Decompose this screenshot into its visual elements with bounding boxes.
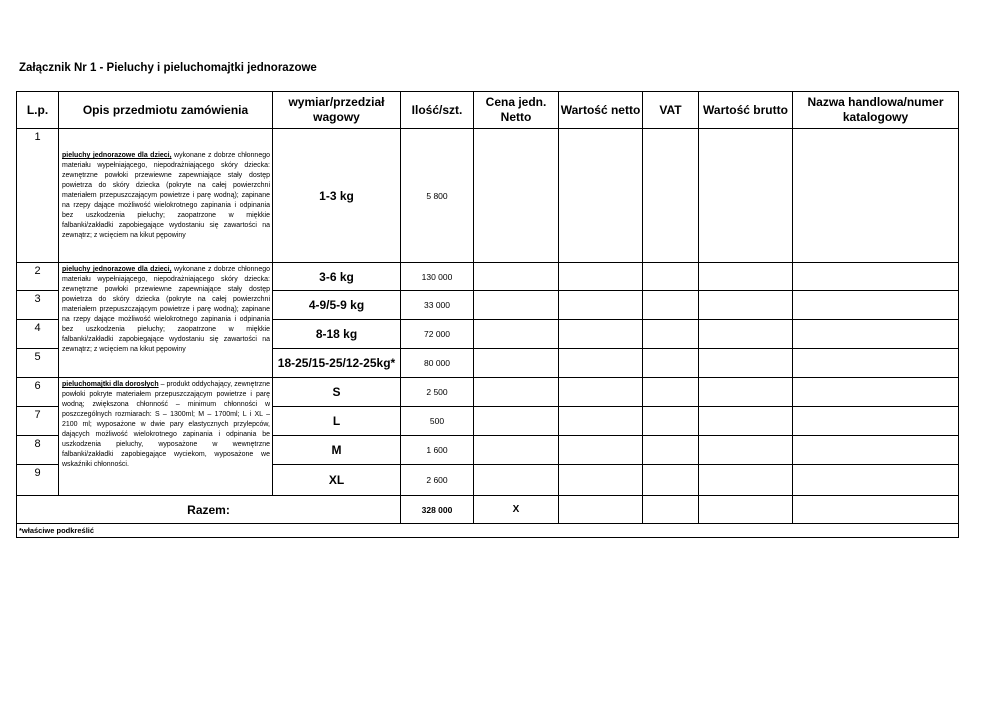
catalog-cell — [793, 129, 959, 263]
product-description: wykonane z dobrze chłonnego materiału wypełniającego, niepodrażniającego skóry dziecka: zewnętrzne powłoki przewiewne zapewniające stały dostęp powietrza do skóry dziecka (pokryte na całej powierzchni materiałem przepuszczającym powietrze i parę wodną); zapinane na rzepy dające możliwość wielokrotnego zapinania i odpinania bez uszkodzenia pieluchy; zaopatrzone w miękkie falbanki/zakładki zapobiegające wydostaniu się zawartości na zewnątrz; z wcięciem na kikut pępowiny — [62, 266, 270, 353]
description-cell — [59, 378, 273, 496]
net-cell — [559, 436, 643, 465]
gross-cell — [699, 129, 793, 263]
gross-cell — [699, 320, 793, 349]
total-vat — [643, 496, 699, 524]
price-cell — [474, 291, 559, 320]
size-cell: L — [273, 407, 401, 436]
size-cell: 4-9/5-9 kg — [273, 291, 401, 320]
header-wymiar: wymiar/przedział wagowy — [273, 92, 401, 129]
net-cell — [559, 320, 643, 349]
footnote: *właściwe podkreślić — [17, 524, 959, 538]
catalog-cell — [793, 263, 959, 291]
lp-cell: 5 — [17, 349, 59, 378]
gross-cell — [699, 465, 793, 496]
price-cell — [474, 349, 559, 378]
price-cell — [474, 129, 559, 263]
lp-cell: 3 — [17, 291, 59, 320]
footnote-row — [17, 524, 959, 538]
catalog-cell — [793, 436, 959, 465]
header-vat: VAT — [643, 92, 699, 129]
table-row — [17, 129, 959, 263]
catalog-cell — [793, 291, 959, 320]
header-brutto: Wartość brutto — [699, 92, 793, 129]
lp-cell: 1 — [17, 129, 59, 263]
price-cell — [474, 263, 559, 291]
net-cell — [559, 349, 643, 378]
gross-cell — [699, 263, 793, 291]
price-cell — [474, 320, 559, 349]
catalog-cell — [793, 349, 959, 378]
header-netto: Wartość netto — [559, 92, 643, 129]
total-gross — [699, 496, 793, 524]
size-cell: S — [273, 378, 401, 407]
lp-cell: 8 — [17, 436, 59, 465]
qty-cell: 1 600 — [401, 436, 474, 465]
catalog-cell — [793, 407, 959, 436]
qty-cell: 2 500 — [401, 378, 474, 407]
total-row — [17, 496, 959, 524]
header-nazwa: Nazwa handlowa/numer katalogowy — [793, 92, 959, 129]
header-opis: Opis przedmiotu zamówienia — [59, 92, 273, 129]
qty-cell: 2 600 — [401, 465, 474, 496]
description-cell — [59, 129, 273, 263]
vat-cell — [643, 320, 699, 349]
qty-cell: 130 000 — [401, 263, 474, 291]
size-cell: M — [273, 436, 401, 465]
price-cell — [474, 378, 559, 407]
net-cell — [559, 378, 643, 407]
net-cell — [559, 407, 643, 436]
gross-cell — [699, 349, 793, 378]
vat-cell — [643, 436, 699, 465]
vat-cell — [643, 378, 699, 407]
vat-cell — [643, 129, 699, 263]
lp-cell: 4 — [17, 320, 59, 349]
total-label: Razem: — [17, 496, 401, 524]
table-row — [17, 263, 959, 291]
vat-cell — [643, 349, 699, 378]
total-catalog — [793, 496, 959, 524]
gross-cell — [699, 291, 793, 320]
gross-cell — [699, 436, 793, 465]
price-cell — [474, 436, 559, 465]
total-qty: 328 000 — [401, 496, 474, 524]
net-cell — [559, 291, 643, 320]
qty-cell: 80 000 — [401, 349, 474, 378]
total-price: X — [474, 496, 559, 524]
qty-cell: 500 — [401, 407, 474, 436]
header-ilosc: Ilość/szt. — [401, 92, 474, 129]
header-row — [17, 92, 959, 129]
net-cell — [559, 129, 643, 263]
size-cell: XL — [273, 465, 401, 496]
gross-cell — [699, 378, 793, 407]
lp-cell: 6 — [17, 378, 59, 407]
size-cell: 18-25/15-25/12-25kg* — [273, 349, 401, 378]
description-cell — [59, 263, 273, 378]
price-cell — [474, 465, 559, 496]
lp-cell: 9 — [17, 465, 59, 496]
qty-cell: 33 000 — [401, 291, 474, 320]
product-description: – produkt oddychający, zewnętrzne powłoki pokryte materiałem przepuszczającym powietrze i parę wodną; zwiększona chłonność – minimum chłonności w poszczególnych rozmiarach: S – 1300ml; M – 1700ml; L i XL – 2100 ml; wyposażone w dwie pary elastycznych przylepców, dających możliwość wielokrotnego zapinania i odpinania be uszkodzenia pieluchy, wyposażone w wewnętrzne falbanki/zakładki zapobiegające wyciekom, wyposażone we wskaźniki chłonności. — [62, 381, 270, 468]
product-description: wykonane z dobrze chłonnego materiału wypełniającego, niepodrażniającego skóry dziecka: zewnętrzne powłoki przewiewne zapewniające stały dostęp powietrza do skóry dziecka (pokryte na całej powierzchni materiałem przepuszczającym powietrze i parę wodną); zapinane na rzepy dające możliwość wielokrotnego zapinania i odpinania bez uszkodzenia pieluchy; zaopatrzone w miękkie falbanki/zakładki zapobiegające wydostaniu się zawartości na zewnątrz; z wcięciem na kikut pępowiny — [62, 152, 270, 239]
size-cell: 1-3 kg — [273, 129, 401, 263]
header-lp: L.p. — [17, 92, 59, 129]
price-cell — [474, 407, 559, 436]
vat-cell — [643, 465, 699, 496]
vat-cell — [643, 407, 699, 436]
vat-cell — [643, 263, 699, 291]
catalog-cell — [793, 320, 959, 349]
catalog-cell — [793, 378, 959, 407]
document-title: Załącznik Nr 1 - Pieluchy i pieluchomajtki jednorazowe — [19, 62, 317, 74]
vat-cell — [643, 291, 699, 320]
header-cena: Cena jedn. Netto — [474, 92, 559, 129]
qty-cell: 72 000 — [401, 320, 474, 349]
size-cell: 8-18 kg — [273, 320, 401, 349]
catalog-cell — [793, 465, 959, 496]
net-cell — [559, 263, 643, 291]
product-name: pieluchy jednorazowe dla dzieci, — [62, 152, 172, 159]
gross-cell — [699, 407, 793, 436]
net-cell — [559, 465, 643, 496]
lp-cell: 2 — [17, 263, 59, 291]
total-net — [559, 496, 643, 524]
product-name: pieluchomajtki dla dorosłych — [62, 381, 159, 388]
order-table — [16, 91, 959, 538]
product-name: pieluchy jednorazowe dla dzieci, — [62, 266, 172, 273]
qty-cell: 5 800 — [401, 129, 474, 263]
size-cell: 3-6 kg — [273, 263, 401, 291]
table-row — [17, 378, 959, 407]
lp-cell: 7 — [17, 407, 59, 436]
